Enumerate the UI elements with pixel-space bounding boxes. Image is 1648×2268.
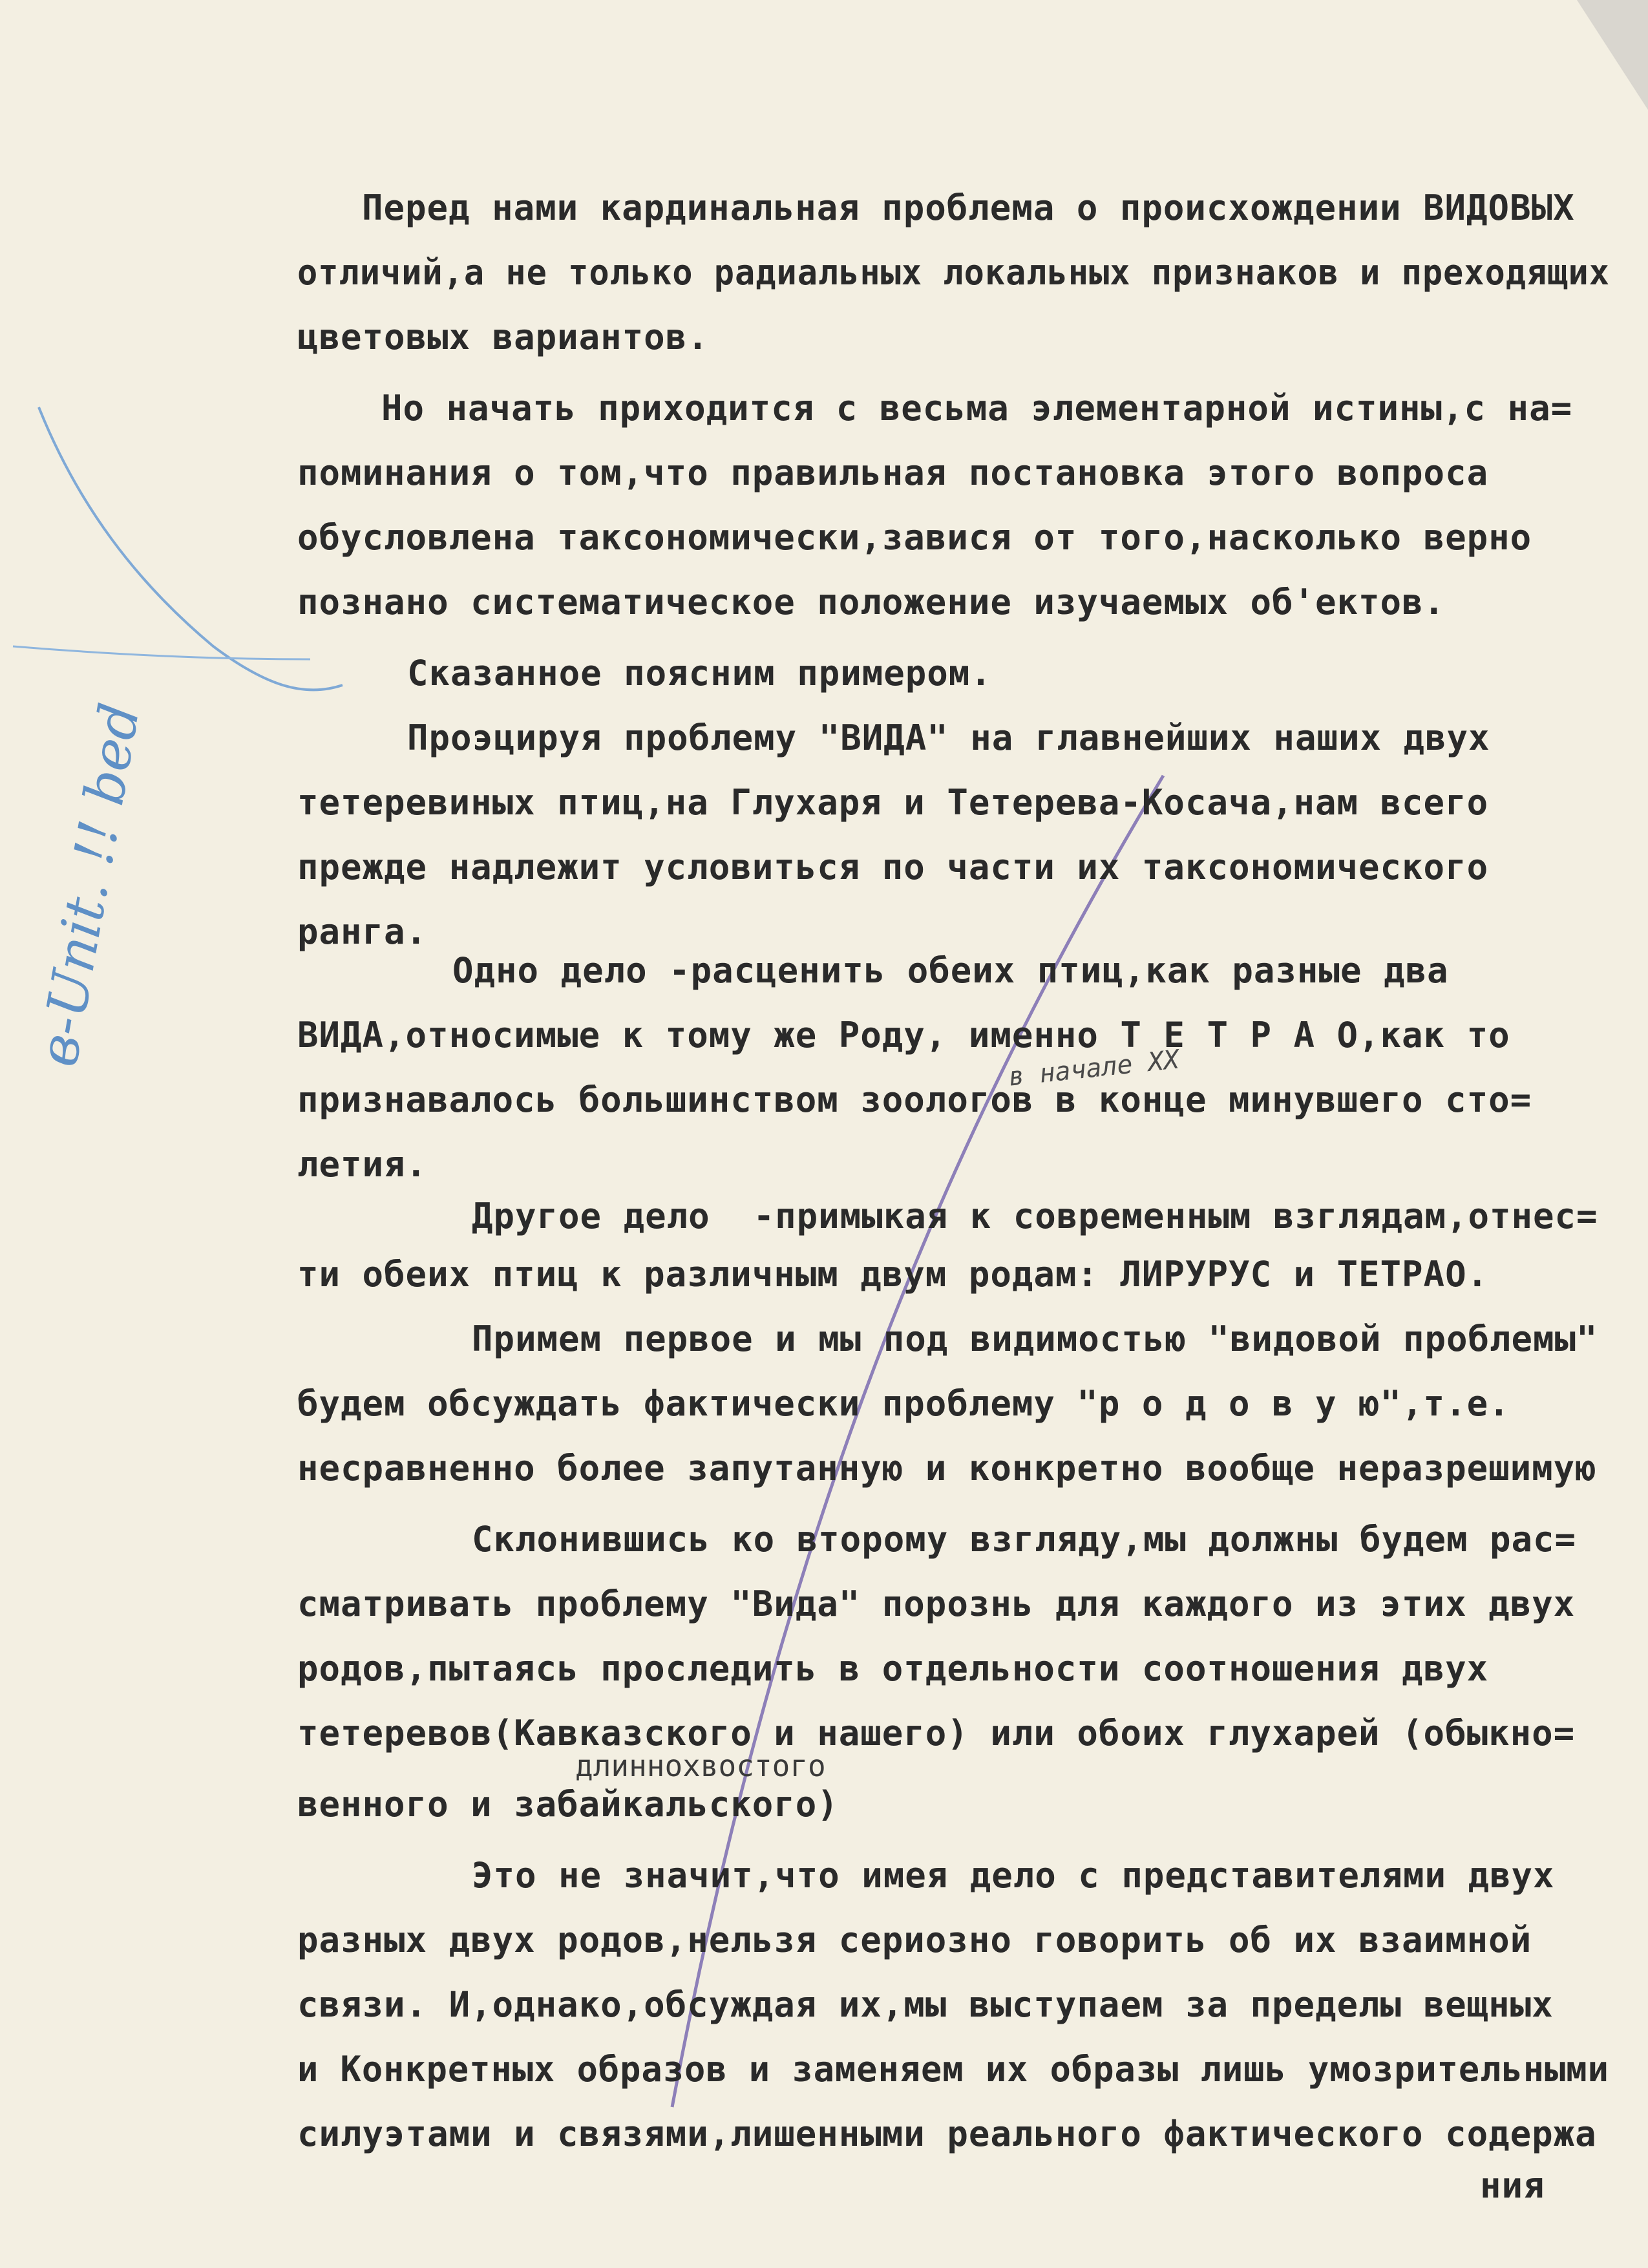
text-line-18: ти обеих птиц к различным двум родам: ЛИРУРУС и ТЕТРАО.	[297, 1254, 1489, 1295]
text-line-2: отличий,а не только радиальных локальных признаков и преходящих	[297, 252, 1610, 293]
text-line-17: Другое дело -примыкая к современным взглядам,отнес=	[472, 1196, 1598, 1236]
pencil-note: в начале XX	[1007, 1044, 1181, 1092]
text-line-16: летия.	[297, 1144, 428, 1185]
text-line-6: обусловлена таксономически,завися от того,насколько верно	[297, 517, 1532, 558]
text-line-31: силуэтами и связями,лишенными реального фактического содержа	[297, 2114, 1597, 2154]
text-line-23: сматривать проблему "Вида" порознь для каждого из этих двух	[297, 1584, 1576, 1624]
text-line-9: Проэцируя проблему "ВИДА" на главнейших наших двух	[407, 717, 1490, 758]
margin-note: в-Unit. !! bed	[26, 698, 153, 1072]
text-line-27: Это не значит,что имея дело с представителями двух	[472, 1855, 1555, 1896]
text-line-14: ВИДА,относимые к тому же Роду, именно Т Е Т Р А О,как то	[297, 1015, 1510, 1055]
text-line-30: и Конкретных образов и заменяем их образы лишь умозрительными	[297, 2049, 1609, 2090]
text-line-24: родов,пытаясь проследить в отдельности соотношения двух	[297, 1648, 1489, 1689]
text-line-20: будем обсуждать фактически проблему "р о д о в у ю",т.е.	[297, 1383, 1510, 1424]
text-line-32: ния	[1480, 2165, 1545, 2206]
text-line-29: связи. И,однако,обсуждая их,мы выступаем за пределы вещных	[297, 1984, 1554, 2025]
text-line-28: разных двух родов,нельзя сериозно говорить об их взаимной	[297, 1920, 1532, 1960]
text-line-7: познано систематическое положение изучаемых об'ектов.	[297, 582, 1446, 622]
text-line-25: тетеревов(Кавказского и нашего) или обоих глухарей (обыкно=	[297, 1713, 1576, 1754]
inserted-word: длинноxвостого	[575, 1748, 826, 1783]
text-line-4: Но начать приходится с весьма элементарной истины,с на=	[381, 388, 1573, 429]
text-line-5: поминания о том,что правильная постановка этого вопроса	[297, 452, 1489, 493]
text-line-21: несравненно более запутанную и конкретно вообще неразрешимую	[297, 1448, 1597, 1489]
text-line-12: ранга.	[297, 911, 428, 952]
text-line-22: Склонившись ко второму взгляду,мы должны будем рас=	[472, 1519, 1577, 1560]
text-line-10: тетеревиных птиц,на Глухаря и Тетерева-Косача,нам всего	[297, 782, 1489, 823]
text-line-11: прежде надлежит условиться по части их таксономического	[297, 847, 1489, 887]
text-line-19: Примем первое и мы под видимостью "видовой проблемы"	[472, 1319, 1598, 1359]
text-line-13: Одно дело -расценить обеих птиц,как разные два	[452, 950, 1449, 991]
text-line-1: Перед нами кардинальная проблема о происхождении ВИДОВЫХ	[362, 187, 1575, 228]
blue-pen-stroke-2	[13, 646, 310, 659]
text-line-3: цветовых вариантов.	[297, 317, 709, 357]
text-line-15: признавалось большинством зоологов в конце минувшего сто=	[297, 1079, 1532, 1120]
text-line-26: венного и забайкальского)	[297, 1784, 839, 1825]
text-line-8: Сказанное поясним примером.	[407, 653, 992, 694]
